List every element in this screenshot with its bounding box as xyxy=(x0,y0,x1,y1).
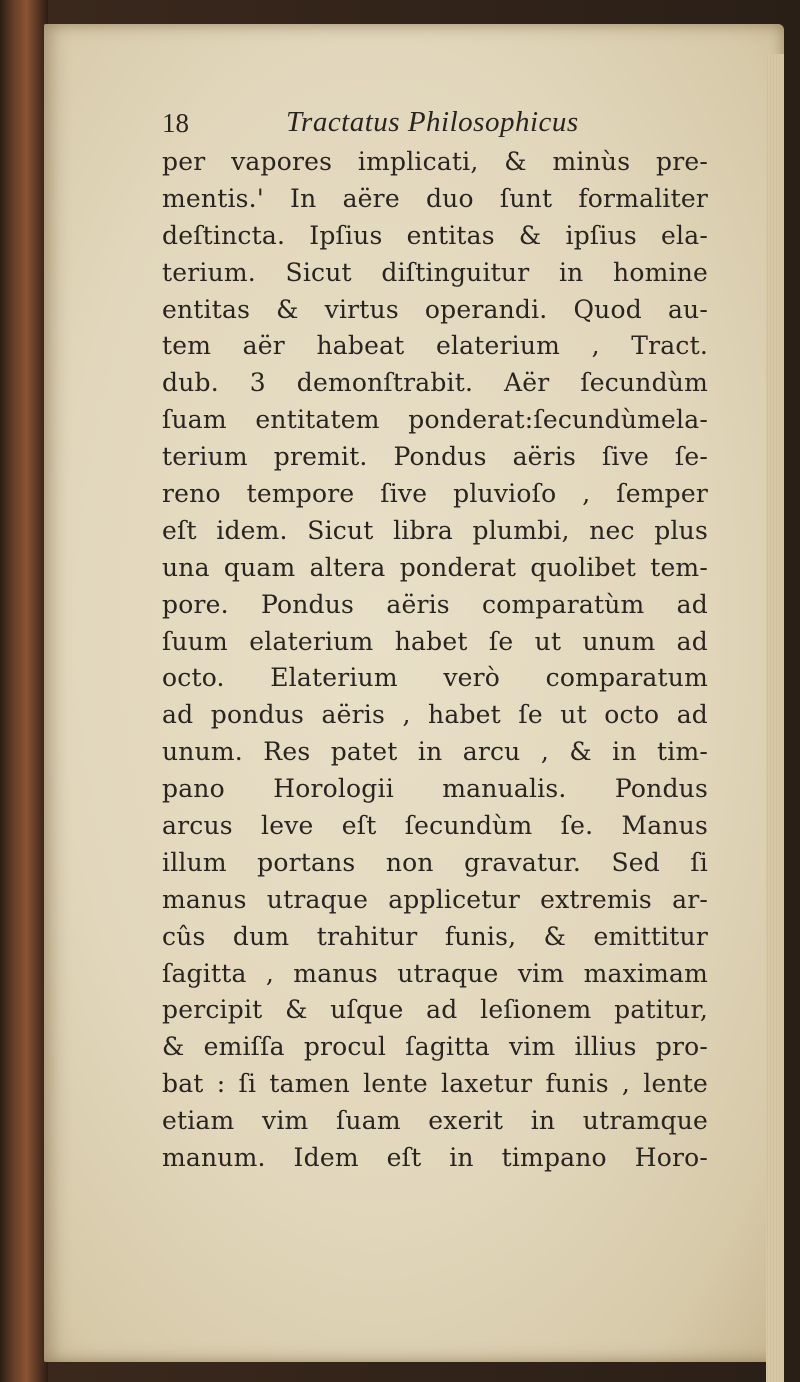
text-line: pore. Pondus aëris comparatùm ad xyxy=(162,589,708,619)
text-line: reno tempore ſive pluvioſo , ſemper xyxy=(162,479,708,509)
text-line: percipit & uſque ad leſionem patitur, xyxy=(162,995,708,1025)
text-line: octo. Elaterium verò comparatum xyxy=(162,663,708,693)
text-line: entitas & virtus operandi. Quod au- xyxy=(162,294,708,324)
text-line: deſtincta. Ipſius entitas & ipſius ela- xyxy=(162,220,708,250)
text-line: cûs dum trahitur funis, & emittitur xyxy=(162,921,708,951)
text-line: manus utraque applicetur extremis ar- xyxy=(162,884,708,914)
book-binding xyxy=(0,0,48,1382)
text-line: & emiſſa procul ſagitta vim illius pro- xyxy=(162,1032,708,1062)
text-line: unum. Res patet in arcu , & in tim- xyxy=(162,737,708,767)
text-line: una quam altera ponderat quolibet tem- xyxy=(162,552,708,582)
text-line: ſuum elaterium habet ſe ut unum ad xyxy=(162,626,708,656)
page-edge xyxy=(766,54,784,1382)
body-text xyxy=(162,144,712,1177)
text-line: dub. 3 demonſtrabit. Aër ſecundùm xyxy=(162,368,708,398)
text-line: terium. Sicut diſtinguitur in homine xyxy=(162,257,708,287)
page-number: 18 xyxy=(162,108,189,138)
text-line: arcus leve eſt ſecundùm ſe. Manus xyxy=(162,811,708,841)
text-line: ſagitta , manus utraque vim maximam xyxy=(162,958,708,988)
text-line: tem aër habeat elaterium , Tract. xyxy=(162,331,708,361)
text-line: etiam vim ſuam exerit in utramque xyxy=(162,1106,708,1136)
text-line: mentis.' In aëre duo ſunt formaliter xyxy=(162,183,708,213)
text-line: ſuam entitatem ponderat:ſecundùmela- xyxy=(162,405,708,435)
text-line: ad pondus aëris , habet ſe ut octo ad xyxy=(162,700,708,730)
text-line: terium premit. Pondus aëris ſive ſe- xyxy=(162,442,708,472)
text-line: eſt idem. Sicut libra plumbi, nec plus xyxy=(162,515,708,545)
text-line: pano Horologii manualis. Pondus xyxy=(162,774,708,804)
text-line: illum portans non gravatur. Sed ſi xyxy=(162,847,708,877)
page-header xyxy=(118,108,712,148)
text-line: manum. Idem eſt in timpano Horo- xyxy=(162,1143,708,1173)
text-line: per vapores implicati, & minùs pre- xyxy=(162,147,708,176)
text-line: bat : ſi tamen lente laxetur funis , lente xyxy=(162,1069,708,1099)
running-title: Tractatus Philosophicus xyxy=(286,106,579,138)
